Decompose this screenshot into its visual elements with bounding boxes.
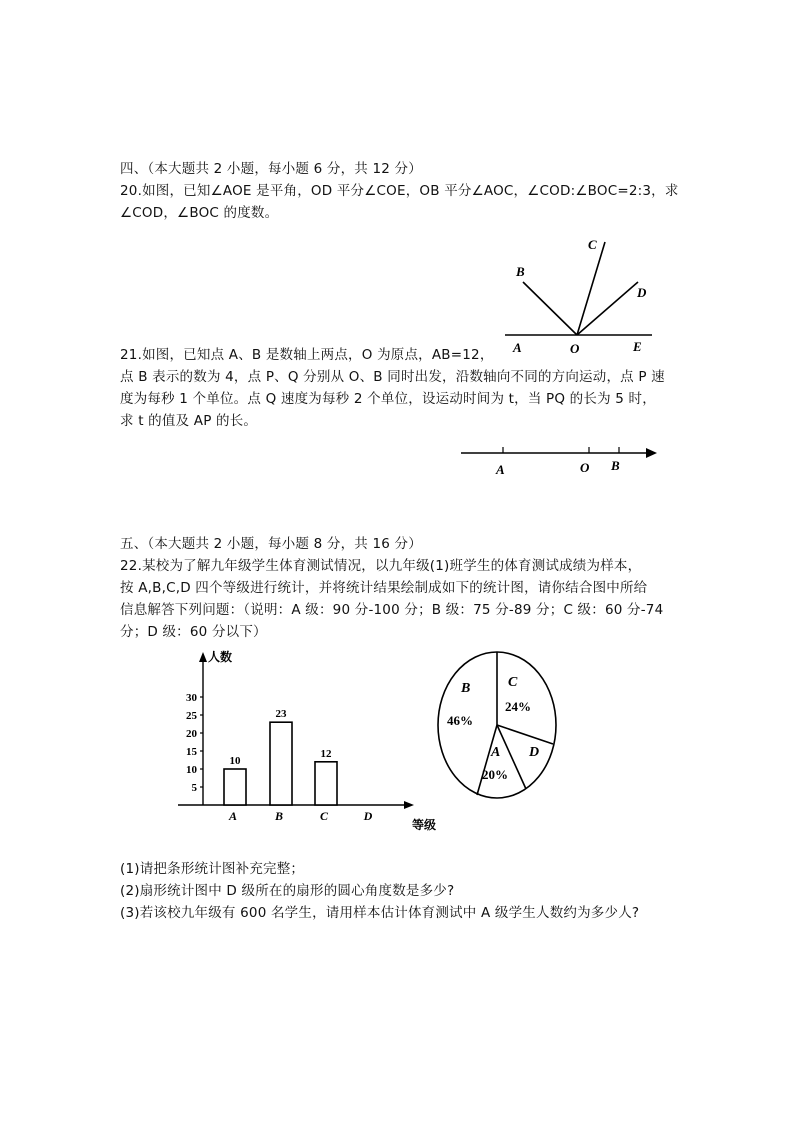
q22-sub-question-3: (3)若该校九年级有 600 名学生，请用样本估计体育测试中 A 级学生人数约为多少人?	[120, 905, 640, 921]
q22-text-line-2: 按 A,B,C,D 四个等级进行统计，并将统计结果绘制成如下的统计图，请你结合图中所给	[120, 580, 648, 596]
q21-text-line-4: 求 t 的值及 AP 的长。	[120, 413, 258, 429]
category-label-D: D	[363, 809, 373, 823]
bar-B	[270, 722, 292, 805]
x-axis-label: 等级	[412, 818, 437, 832]
label-c: C	[588, 237, 597, 252]
pie-label-b: B	[461, 681, 471, 696]
ray-od	[577, 282, 638, 335]
y-axis-label: 人数	[208, 650, 233, 664]
label-b: B	[516, 264, 525, 279]
y-axis-arrow	[199, 652, 207, 662]
q20-text-line-2: ∠COD，∠BOC 的度数。	[120, 205, 279, 221]
bar-value-label-B: 23	[275, 708, 287, 721]
ray-ob	[523, 282, 577, 335]
q22-text-line-3: 信息解答下列问题：（说明：A 级：90 分-100 分；B 级：75 分-89 分；C 级：60 分-74	[120, 602, 664, 618]
bar-C	[315, 762, 337, 805]
section-4-header: 四、（本大题共 2 小题，每小题 6 分，共 12 分）	[120, 161, 422, 177]
q22-text-line-1: 22.某校为了解九年级学生体育测试情况，以九年级(1)班学生的体育测试成绩为样本，	[120, 558, 642, 574]
y-tick-label-10: 10	[186, 764, 197, 776]
section-5-header: 五、（本大题共 2 小题，每小题 8 分，共 16 分）	[120, 536, 422, 552]
number-line-arrow	[646, 448, 657, 458]
pie-percent-a: 20%	[482, 767, 508, 782]
bar-value-label-C: 12	[320, 747, 332, 760]
bar-chart	[170, 645, 440, 835]
label-o: O	[580, 460, 590, 475]
pie-divider-left	[477, 725, 497, 795]
q21-text-line-2: 点 B 表示的数为 4，点 P、Q 分别从 O、B 同时出发，沿数轴向不同的方向运动，点 P 速	[120, 369, 665, 385]
pie-label-d: D	[529, 745, 540, 760]
number-line-figure	[455, 438, 665, 480]
ray-oc	[577, 242, 605, 335]
y-tick-label-30: 30	[186, 692, 197, 704]
label-a: A	[496, 462, 505, 477]
category-label-A: A	[228, 809, 238, 823]
q22-sub-question-2: (2)扇形统计图中 D 级所在的扇形的圆心角度数是多少?	[120, 883, 455, 899]
q20-text-line-1: 20.如图，已知∠AOE 是平角，OD 平分∠COE，OB 平分∠AOC，∠COD:∠BOC=2:3，求	[120, 183, 679, 199]
angle-figure	[495, 230, 665, 360]
category-label-C: C	[319, 809, 329, 823]
category-label-B: B	[274, 809, 284, 823]
q22-sub-question-1: (1)请把条形统计图补充完整；	[120, 861, 305, 877]
label-o: O	[570, 341, 580, 356]
label-d: D	[637, 285, 647, 300]
y-tick-label-5: 5	[191, 782, 197, 794]
pie-chart	[430, 645, 560, 805]
y-tick-label-15: 15	[186, 746, 197, 758]
bar-A	[224, 769, 246, 805]
pie-label-a: A	[491, 745, 501, 760]
q21-text-line-3: 度为每秒 1 个单位。点 Q 速度为每秒 2 个单位，设运动时间为 t，当 PQ 的长为 5 时，	[120, 391, 656, 407]
q22-text-line-4: 分；D 级：60 分以下）	[120, 624, 267, 640]
label-b: B	[611, 458, 620, 473]
label-a: A	[513, 340, 522, 355]
pie-label-c: C	[508, 675, 518, 690]
label-e: E	[633, 339, 642, 354]
x-axis-arrow	[404, 801, 414, 809]
y-tick-label-20: 20	[186, 728, 197, 740]
pie-percent-c: 24%	[505, 699, 531, 714]
pie-divider-right	[497, 725, 553, 744]
bar-value-label-A: 10	[229, 755, 241, 767]
y-tick-label-25: 25	[186, 710, 197, 722]
q21-text-line-1: 21.如图，已知点 A、B 是数轴上两点，O 为原点，AB=12，	[120, 347, 494, 363]
pie-percent-b: 46%	[447, 713, 473, 728]
